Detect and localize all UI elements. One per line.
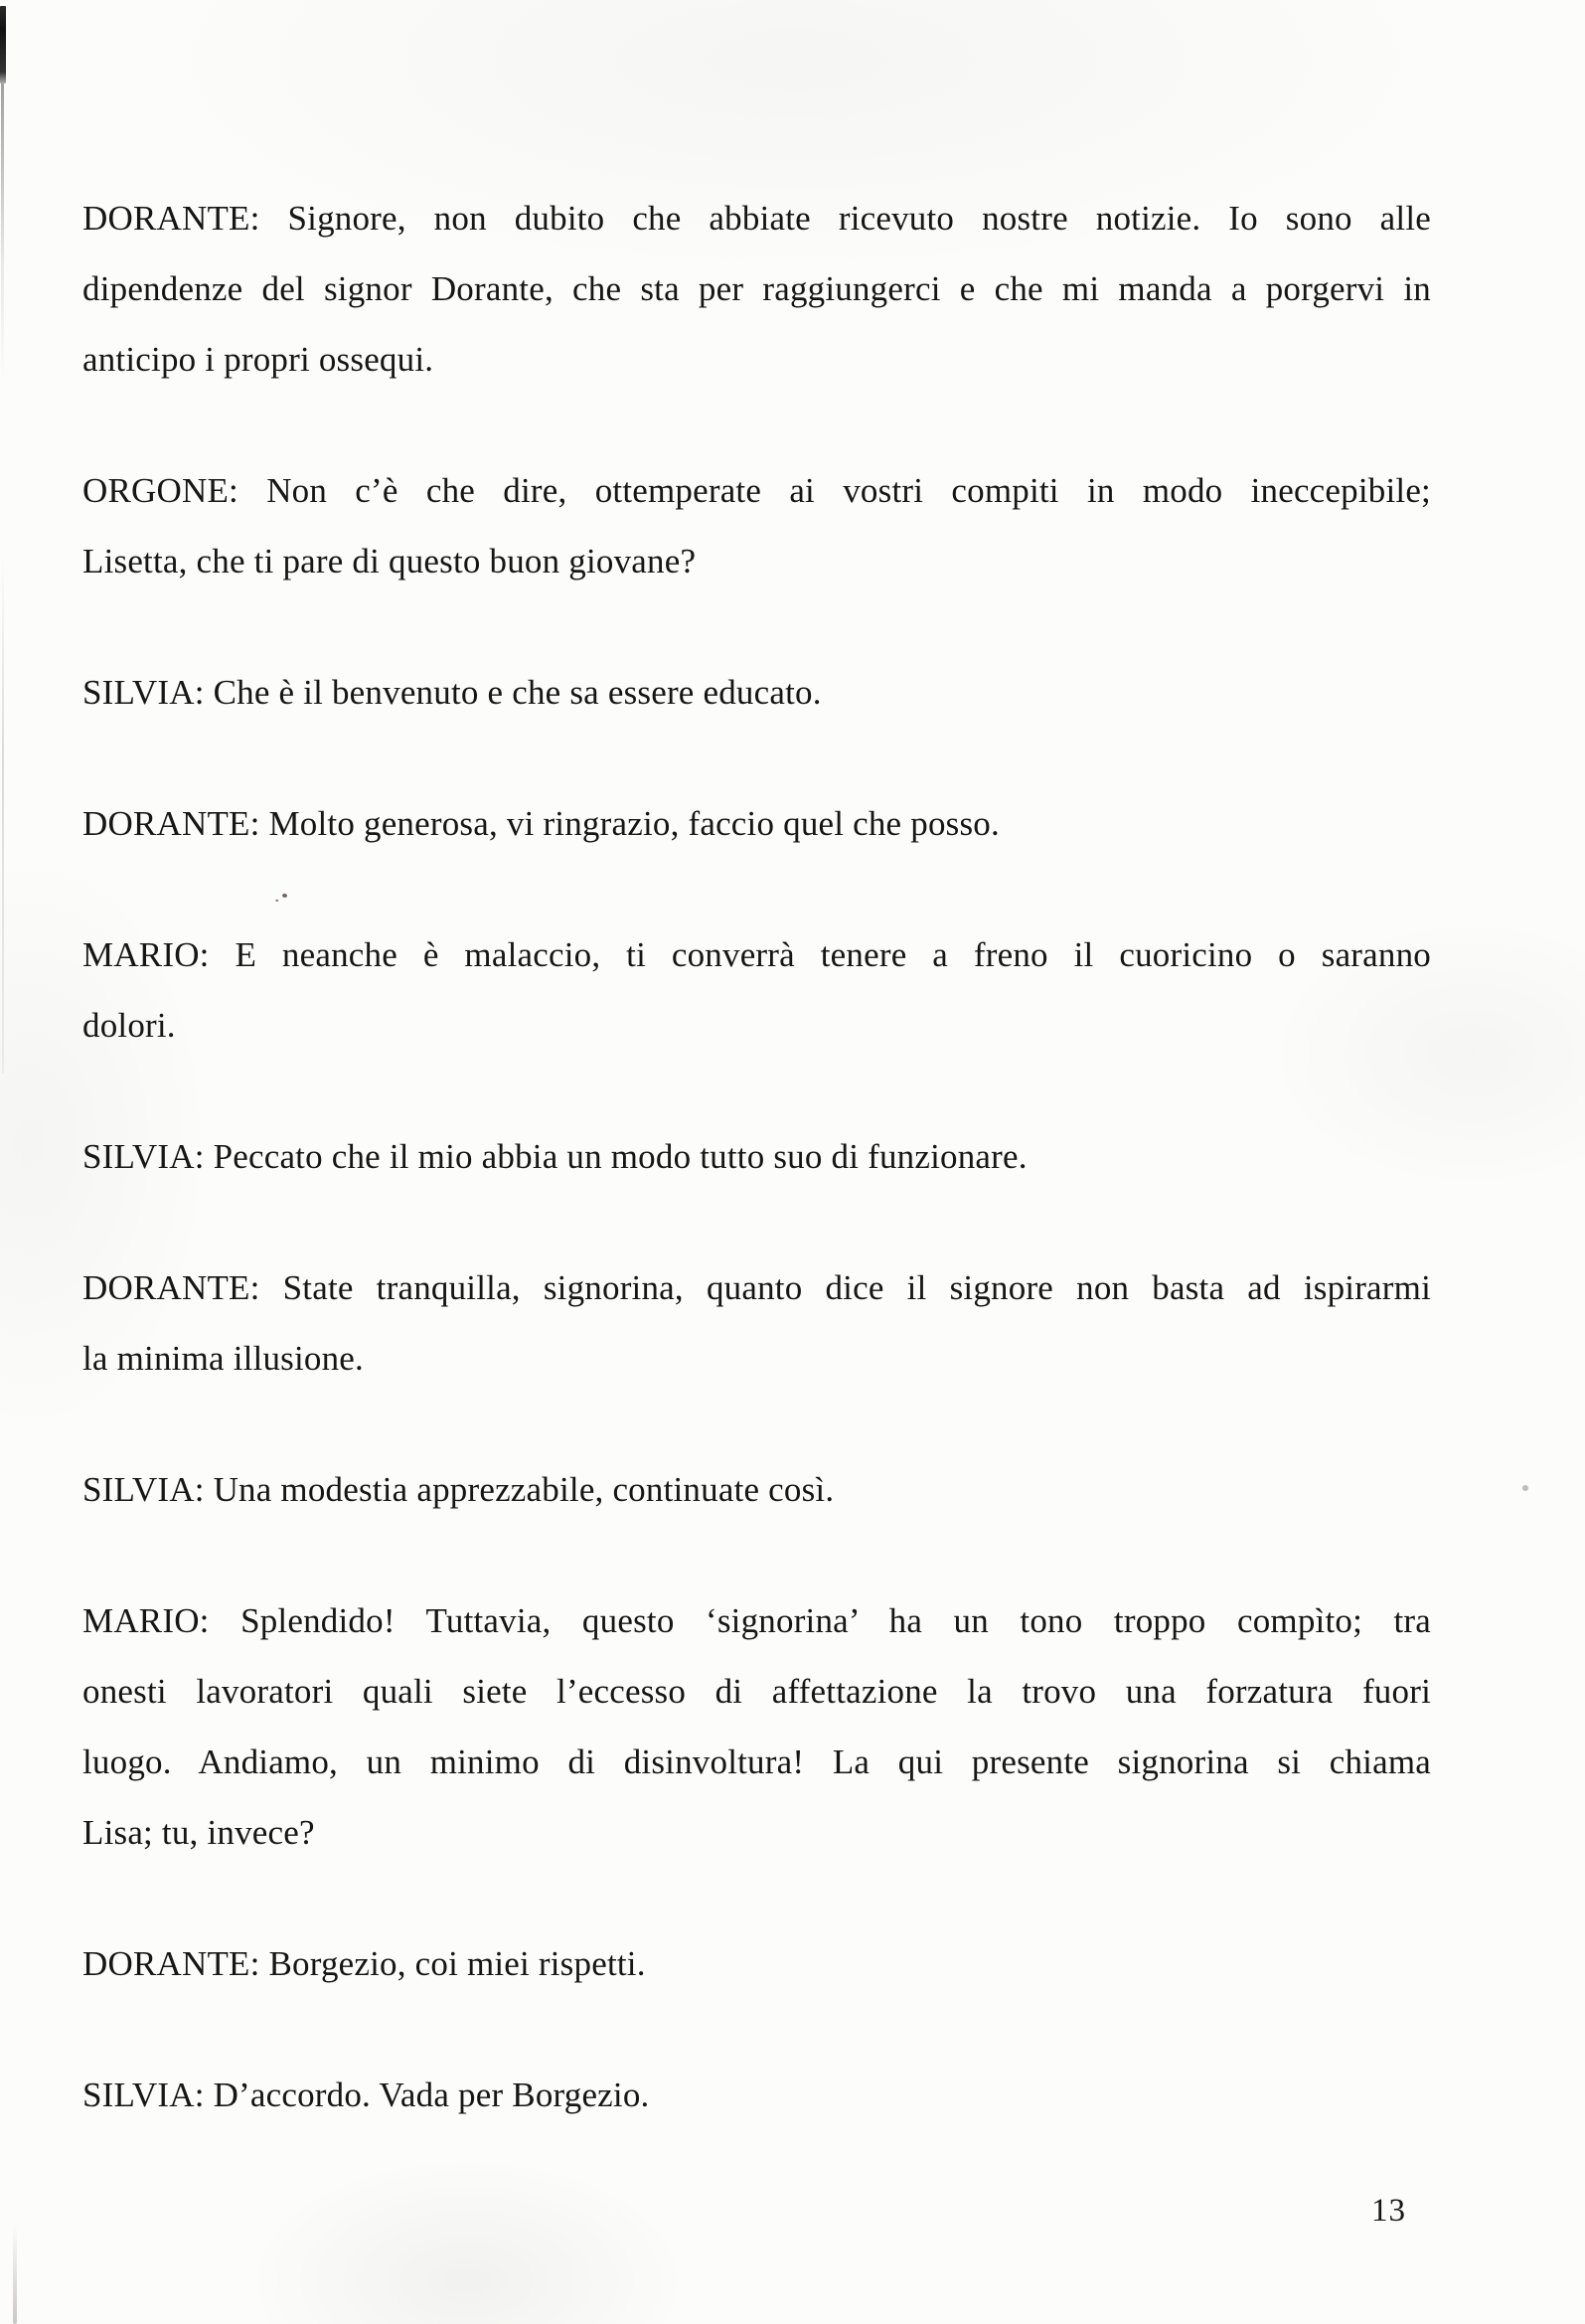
dialogue-paragraph-orgone — [82, 455, 1431, 596]
dialogue-line: MARIO: Splendido! Tuttavia, questo ‘signorina’ ha un tono troppo compìto; tra — [82, 1601, 1431, 1640]
dialogue-line: DORANTE: Molto generosa, vi ringrazio, faccio quel che posso. — [82, 804, 1000, 843]
dialogue-line: SILVIA: Peccato che il mio abbia un modo tutto suo di funzionare. — [82, 1137, 1028, 1176]
dialogue-line: anticipo i propri ossequi. — [82, 340, 434, 379]
dialogue-paragraph-silvia — [82, 1454, 1431, 1525]
dialogue-line: DORANTE: Signore, non dubito che abbiate ricevuto nostre notizie. Io sono alle — [82, 199, 1431, 238]
page-number: 13 — [1371, 2193, 1406, 2229]
scan-edge-artifact — [0, 6, 6, 83]
dialogue-paragraph-dorante — [82, 1928, 1431, 1999]
dialogue-paragraph-dorante — [82, 183, 1431, 395]
dialogue-line: MARIO: E neanche è malaccio, ti converrà tenere a freno il cuoricino o saranno — [82, 935, 1431, 974]
dialogue-text-column — [82, 183, 1431, 2130]
dialogue-line: Lisetta, che ti pare di questo buon giovane? — [82, 542, 697, 581]
dialogue-line: SILVIA: Una modestia apprezzabile, continuate così. — [82, 1470, 835, 1509]
dialogue-line: SILVIA: Che è il benvenuto e che sa essere educato. — [82, 673, 822, 712]
dialogue-line: DORANTE: Borgezio, coi miei rispetti. — [82, 1944, 646, 1983]
dialogue-paragraph-silvia — [82, 657, 1431, 728]
dialogue-line: DORANTE: State tranquilla, signorina, quanto dice il signore non basta ad ispirarmi — [82, 1268, 1431, 1307]
dialogue-line: SILVIA: D’accordo. Vada per Borgezio. — [82, 2075, 650, 2114]
dialogue-paragraph-mario — [82, 919, 1431, 1061]
scan-edge-artifact — [1, 83, 4, 382]
dialogue-line: luogo. Andiamo, un minimo di disinvoltura! La qui presente signorina si chiama — [82, 1743, 1431, 1781]
dialogue-line: la minima illusione. — [82, 1339, 364, 1378]
dialogue-line: ORGONE: Non c’è che dire, ottemperate ai vostri compiti in modo ineccepibile; — [82, 471, 1431, 510]
dialogue-line: Lisa; tu, invece? — [82, 1813, 315, 1852]
ink-speck — [1522, 1485, 1528, 1491]
dialogue-paragraph-silvia — [82, 1121, 1431, 1192]
dialogue-paragraph-mario — [82, 1585, 1431, 1868]
scan-edge-artifact — [2, 557, 4, 1074]
dialogue-paragraph-silvia — [82, 2060, 1431, 2130]
dialogue-line: onesti lavoratori quali siete l’eccesso di affettazione la trovo una forzatura fuori — [82, 1672, 1431, 1711]
dialogue-paragraph-dorante — [82, 1252, 1431, 1394]
dialogue-paragraph-dorante — [82, 788, 1431, 859]
scan-edge-artifact — [13, 2225, 17, 2324]
dialogue-line: dolori. — [82, 1006, 176, 1045]
dialogue-line: dipendenze del signor Dorante, che sta per raggiungerci e che mi manda a porgervi in — [82, 269, 1431, 308]
